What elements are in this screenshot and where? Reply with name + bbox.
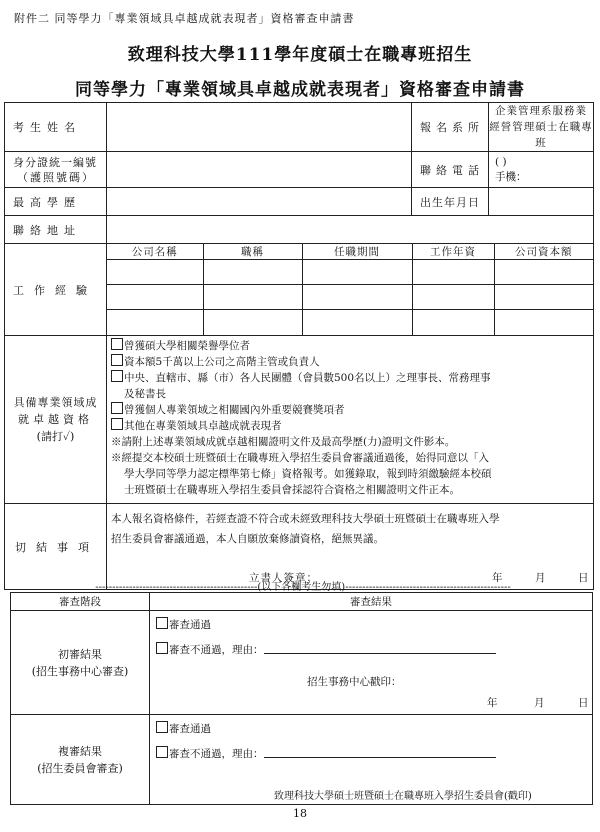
signer-label: 立書人簽章：: [249, 572, 318, 584]
reason-line[interactable]: [264, 643, 496, 654]
name-field[interactable]: [107, 103, 412, 152]
work-cell[interactable]: [494, 310, 593, 335]
committee-seal-label: 致理科技大學碩士班暨碩士在職專班入學招生委員會(戳印): [274, 791, 532, 802]
second-pass-option[interactable]: 審查通過: [156, 721, 586, 736]
first-review-result: [150, 611, 593, 715]
second-review-result: [150, 715, 593, 805]
dept-value: [489, 103, 594, 152]
dept-value-line1: 企業管理系服務業: [495, 105, 588, 117]
checkbox[interactable]: [156, 617, 168, 629]
work-cell[interactable]: [302, 260, 412, 285]
qualification-label: 具備專業領域成 就卓越資格 (請打✓): [5, 336, 107, 504]
id-field[interactable]: [107, 152, 412, 188]
birth-label: 出生年月日: [412, 188, 489, 216]
review-col-result: 審查結果: [150, 593, 593, 611]
name-label: 考生姓名: [5, 103, 107, 152]
form-subtitle: 同等學力「專業領域具卓越成就表現者」資格審查申請書: [75, 80, 525, 100]
first-seal-label: 招生事務中心戳印：: [307, 676, 402, 688]
reason-line[interactable]: [264, 747, 496, 758]
checkbox[interactable]: [111, 338, 123, 350]
pledge-text-line2: 招生委員會審議通過，本人自願放棄修讀資格，絕無異議。: [111, 533, 384, 545]
education-label: 最高學歷: [5, 188, 107, 216]
qual-option-continued: 及秘書長: [124, 388, 166, 400]
qual-note: ※經提交本校碩士班暨碩士在職專班入學招生委員會審議通過後，始得同意以「入: [111, 452, 489, 464]
qual-option[interactable]: 中央、直轄市、縣（市）各人民團體（會員數500名以上）之理事長、常務理事: [111, 370, 589, 386]
work-experience-table: [107, 244, 593, 335]
form-title: 致理科技大學111學年度碩士在職專班招生: [127, 45, 473, 65]
checkbox[interactable]: [156, 721, 168, 733]
work-cell[interactable]: [302, 310, 412, 335]
application-form-table: [4, 102, 594, 590]
mobile-label: 手機：: [495, 170, 527, 183]
date-month: 月: [535, 572, 546, 584]
pledge-content: [107, 504, 594, 590]
qual-note: 士班暨碩士在職專班入學招生委員會採認符合資格之相關證明文件正本。: [124, 484, 460, 496]
work-col-capital: 公司資本額: [494, 244, 593, 260]
checkbox[interactable]: [111, 418, 123, 430]
qual-note: 學大學同等學力認定標準第七條」資格報考。如獲錄取，報到時須繳驗經本校碩: [124, 468, 492, 480]
qual-option[interactable]: 其他在專業領域具卓越成就表現者: [111, 418, 589, 434]
checkbox[interactable]: [156, 642, 168, 654]
qual-option[interactable]: 曾獲碩大學相關榮譽學位者: [111, 338, 589, 354]
work-cell[interactable]: [302, 285, 412, 310]
checkbox[interactable]: [111, 354, 123, 366]
date-day: 日: [578, 572, 589, 584]
qual-option[interactable]: 曾獲個人專業領域之相關國內外重要競賽獎項者: [111, 402, 589, 418]
work-experience-label: 工作經驗: [5, 244, 107, 336]
work-col-period: 任職期間: [302, 244, 412, 260]
first-date-year: 年: [487, 697, 498, 709]
qual-option[interactable]: 資本額5千萬以上公司之高階主管或負責人: [111, 354, 589, 370]
work-cell[interactable]: [107, 310, 203, 335]
work-cell[interactable]: [412, 310, 494, 335]
work-cell[interactable]: [203, 260, 302, 285]
date-year: 年: [492, 572, 503, 584]
pledge-text-line1: 本人報名資格條件，若經查證不符合或未經致理科技大學碩士班暨碩士在職專班入學: [111, 513, 500, 525]
work-col-company: 公司名稱: [107, 244, 203, 260]
work-cell[interactable]: [107, 260, 203, 285]
attachment-header-note: 附件二 同等學力「專業領域具卓越成就表現者」資格審查申請書: [14, 12, 355, 25]
first-review-label: 初審結果 (招生事務中心審查): [11, 611, 150, 715]
first-fail-option[interactable]: 審查不通過，理由：: [156, 642, 586, 657]
id-label: 身分證統一編號 （護照號碼）: [5, 152, 107, 188]
first-pass-option[interactable]: 審查通過: [156, 617, 586, 632]
qual-note: ※請附上述專業領域成就卓越相關證明文件及最高學歷(力)證明文件影本。: [111, 436, 456, 448]
work-cell[interactable]: [494, 285, 593, 310]
phone-field[interactable]: [489, 152, 594, 188]
work-col-title: 職稱: [203, 244, 302, 260]
phone-label: 聯絡電話: [412, 152, 489, 188]
dept-label: 報名系所: [412, 103, 489, 152]
review-table: [10, 592, 593, 805]
second-review-label: 複審結果 (招生委員會審查): [11, 715, 150, 805]
phone-area-code: ( ): [495, 155, 507, 168]
work-cell[interactable]: [412, 285, 494, 310]
pledge-label: 切結事項: [5, 504, 107, 590]
birth-field[interactable]: [489, 188, 594, 216]
work-cell[interactable]: [412, 260, 494, 285]
work-cell[interactable]: [107, 285, 203, 310]
address-field[interactable]: [107, 216, 594, 244]
education-field[interactable]: [107, 188, 412, 216]
work-cell[interactable]: [494, 260, 593, 285]
second-fail-option[interactable]: 審查不通過，理由：: [156, 746, 586, 761]
work-cell[interactable]: [203, 285, 302, 310]
first-date-day: 日: [578, 697, 589, 709]
work-col-years: 工作年資: [412, 244, 494, 260]
office-use-divider: ------------------------------------------------(以下各欄考生勿填)-------------------------------------------------: [95, 582, 511, 593]
page-number: 18: [293, 807, 307, 820]
checkbox[interactable]: [111, 370, 123, 382]
qualification-options: [107, 336, 594, 504]
work-cell[interactable]: [203, 310, 302, 335]
review-col-stage: 審查階段: [11, 593, 150, 611]
checkbox[interactable]: [156, 746, 168, 758]
first-date-month: 月: [534, 697, 545, 709]
dept-value-line2: 經營管理碩士在職專班: [489, 121, 593, 149]
address-label: 聯絡地址: [5, 216, 107, 244]
checkbox[interactable]: [111, 402, 123, 414]
